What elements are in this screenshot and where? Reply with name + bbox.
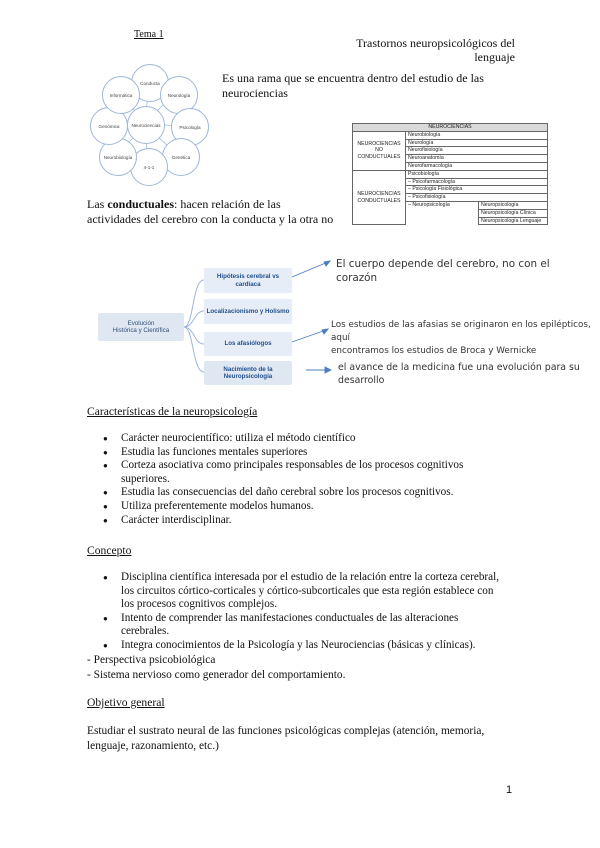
mind-map-node: Neurobiología (99, 138, 137, 176)
diagram-box-birth-neuropsychology: Nacimiento de la Neuropsicología (204, 361, 292, 385)
note-line: encontramos los estudios de Broca y Wernicke (331, 346, 537, 356)
objective-text (87, 724, 527, 753)
diagram-box-heart-brain: Hipótesis cerebral vs cardiaca (204, 268, 292, 293)
note-line: el avance de la medicina fue una evolución para su (338, 362, 580, 373)
mind-map-node: Genética (162, 138, 200, 176)
bold-term: conductuales (107, 197, 175, 211)
table-cell: – Psicofisiología (406, 194, 548, 202)
intro-line-2: neurociencias (222, 85, 288, 100)
concept-heading: Concepto (87, 544, 132, 557)
list-item: ● Disciplina científica interesada por el estudio de la relación entre la corteza cerebral, los circuitos córtico-corticales y córtico-subcorticales que esta región establece con los procesos cognitivos complejos. (87, 571, 507, 612)
table-cell: – Psicofarmacología (406, 178, 548, 186)
behavioral-line-2: actividades del cerebro con la conducta y la otra no (87, 211, 334, 226)
neuroscience-mind-map (80, 68, 210, 178)
table-cell: – Psicología Fisiológica (406, 186, 548, 194)
diagram-box-aphasiologists: Los afasiólogos (204, 332, 292, 356)
text-run: Las (87, 197, 108, 211)
table-cell: Neuroanatomía (406, 155, 548, 163)
title-line-1: Trastornos neuropsicológicos del (356, 36, 515, 50)
table-sub-cell: Neuropsicología Clínica (479, 209, 548, 217)
label-line: CONDUCTUALES (357, 154, 401, 161)
concept-dash-lines (87, 653, 345, 682)
list-item: ● Intento de comprender las manifestaciones conductuales de las alteraciones cerebrales. (87, 612, 507, 639)
note-line: Los estudios de las afasias se originaron en los epilépticos, aquí (331, 320, 591, 343)
objective-line-1: Estudiar el sustrato neural de las funciones psicológicas complejas (atención, memoria, (87, 725, 485, 737)
mind-map-center-node: Neurociencias (127, 106, 165, 144)
text-run: : hacen relación de las (174, 197, 281, 211)
table-sub-cell: Neuropsicología Lenguaje (479, 217, 548, 225)
label-line: CONDUCTUALES (357, 197, 401, 204)
table-cell: Psicobiología (406, 170, 548, 178)
box-line: Evolución (127, 319, 155, 327)
label-line: NO (375, 147, 383, 154)
table-cell: Neurofisiología (406, 147, 548, 155)
objective-line-2: lenguaje, razonamiento, etc.) (87, 739, 219, 752)
label-line: NEUROCIENCIAS (357, 140, 401, 147)
intro-text (222, 71, 484, 100)
diagram-box-localizationism: Localizacionismo y Holismo (204, 299, 292, 324)
note-line: corazón (336, 272, 378, 284)
note-brain-body (336, 257, 550, 285)
note-line: desarrollo (338, 375, 385, 386)
mind-map-node: Genómica (90, 107, 128, 145)
note-medicine (338, 361, 580, 387)
table-cell: Neurobiología (406, 131, 548, 139)
intro-line-1: Es una rama que se encuentra dentro del estudio de las (222, 71, 484, 85)
concept-list (87, 571, 507, 653)
list-item: ● Carácter interdisciplinar. (87, 514, 507, 528)
table-group-label-non-behavioral (353, 131, 406, 170)
box-line: Histórica y Científica (112, 327, 170, 334)
list-item: ● Utiliza preferentemente modelos humanos. (87, 500, 507, 514)
mind-map-node: Neurología (160, 76, 198, 114)
objective-heading: Objetivo general (87, 696, 165, 709)
mind-map-node: Informática (102, 76, 140, 114)
evolution-diagram (88, 258, 593, 388)
table-cell: Neurología (406, 139, 548, 147)
neuroscience-table (352, 123, 548, 225)
dash-line: - Sistema nervioso como generador del comportamiento. (87, 668, 346, 681)
characteristics-list (87, 432, 507, 527)
table-cell: Neurofarmacología (406, 162, 548, 170)
mind-map-node: 4-1-1 (130, 148, 168, 186)
note-aphasias (331, 319, 593, 358)
mind-map-node: Psicología (171, 108, 209, 146)
mind-map-node: Conducta (131, 64, 169, 102)
list-item: ● Corteza asociativa como principales responsables de los procesos cognitivos superiores. (87, 459, 507, 486)
label-line: NEUROCIENCIAS (357, 190, 401, 197)
behavioral-line-1 (87, 197, 333, 212)
topic-label: Tema 1 (134, 29, 164, 40)
note-line: El cuerpo depende del cerebro, no con el (336, 258, 550, 270)
behavioral-paragraph (87, 197, 333, 226)
page-number: 1 (506, 784, 513, 796)
table-cell: – Neuropsicología (406, 201, 479, 224)
evolution-root-box (98, 313, 184, 341)
list-item: ● Integra conocimientos de la Psicología y las Neurociencias (básicas y clínicas). (87, 639, 507, 653)
table-sub-cell: Neuropsicología (479, 201, 548, 209)
characteristics-heading: Características de la neuropsicología (87, 405, 258, 418)
list-item: ● Carácter neurocientífico: utiliza el método científico (87, 432, 507, 446)
table-header: NEUROCIENCIAS (353, 124, 548, 132)
table-group-label-behavioral (353, 170, 406, 225)
document-title (330, 37, 515, 64)
list-item: ● Estudia las funciones mentales superiores (87, 446, 507, 460)
title-line-2: lenguaje (474, 49, 515, 64)
list-item: ● Estudia las consecuencias del daño cerebral sobre los procesos cognitivos. (87, 486, 507, 500)
dash-line: - Perspectiva psicobiológica (87, 654, 216, 666)
